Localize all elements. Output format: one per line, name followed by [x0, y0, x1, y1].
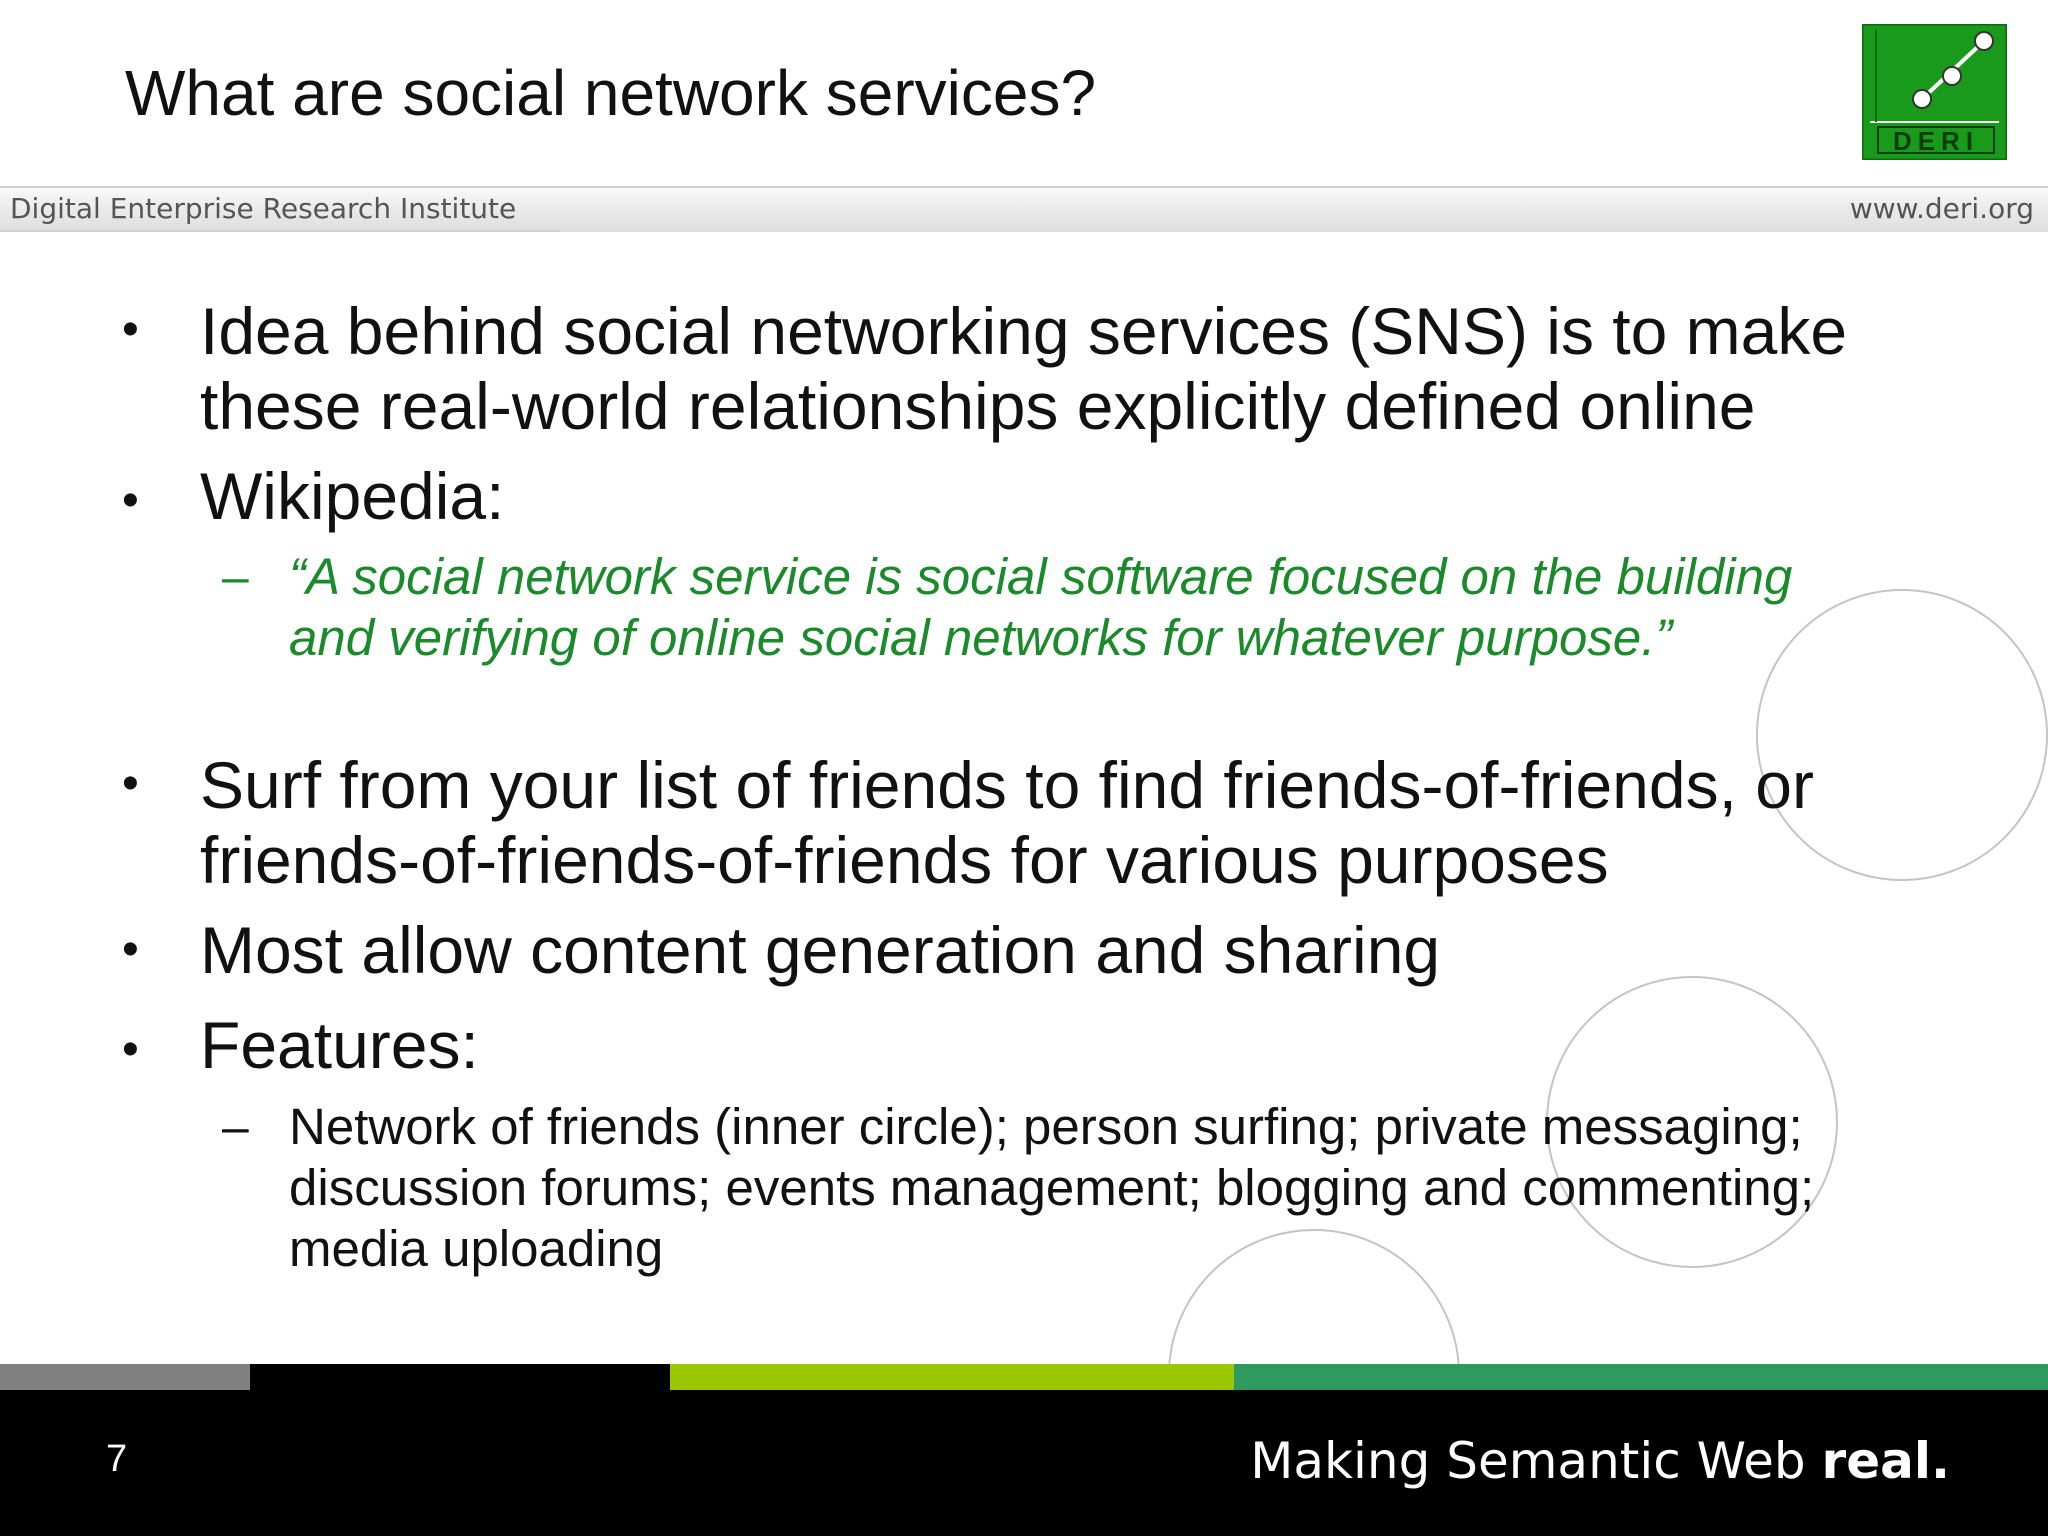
- footer-band: [0, 1390, 2048, 1536]
- sub-bullet-marker: –: [222, 1101, 249, 1154]
- footer-stripe-green: [1234, 1364, 2048, 1390]
- bullet-marker: •: [122, 757, 139, 810]
- tagline: [1250, 1432, 1950, 1490]
- footer-stripes: [0, 1364, 2048, 1390]
- features-list: Network of friends (inner circle); person surfing; private messaging; discussion forums; events management; blogging and commenting; media uploading: [289, 1098, 1815, 1277]
- bullet-item: Surf from your list of friends to find friends-of-friends, or friends-of-friends-of-friends for various purposes: [200, 748, 1814, 897]
- wikipedia-quote: “A social network service is social software focused on the building and verifying of online social networks for whatever purpose.”: [289, 548, 1793, 666]
- bullet-marker: •: [122, 303, 139, 356]
- tagline-bold: real.: [1821, 1432, 1950, 1490]
- bullet-item: Idea behind social networking services (SNS) is to make these real-world relationships explicitly defined online: [200, 294, 1848, 443]
- page-number: 7: [106, 1438, 128, 1480]
- bullet-item: Most allow content generation and sharing: [200, 913, 1441, 987]
- bullet-marker: •: [122, 1023, 139, 1076]
- tagline-regular: Making Semantic Web: [1250, 1432, 1822, 1490]
- logo-text: DERI: [1892, 126, 1980, 156]
- bullet-item: Features:: [200, 1008, 479, 1082]
- sub-bullet-marker: –: [222, 551, 249, 604]
- footer-stripe-black: [250, 1364, 670, 1390]
- bullet-marker: •: [122, 474, 139, 527]
- bullet-item: Wikipedia:: [200, 459, 505, 533]
- slide-title: What are social network services?: [125, 57, 1097, 129]
- institute-name: Digital Enterprise Research Institute: [10, 192, 517, 225]
- footer-stripe-lime: [670, 1364, 1234, 1390]
- bullet-marker: •: [122, 923, 139, 976]
- website-url: www.deri.org: [1849, 192, 2034, 225]
- footer-stripe-gray: [0, 1364, 250, 1390]
